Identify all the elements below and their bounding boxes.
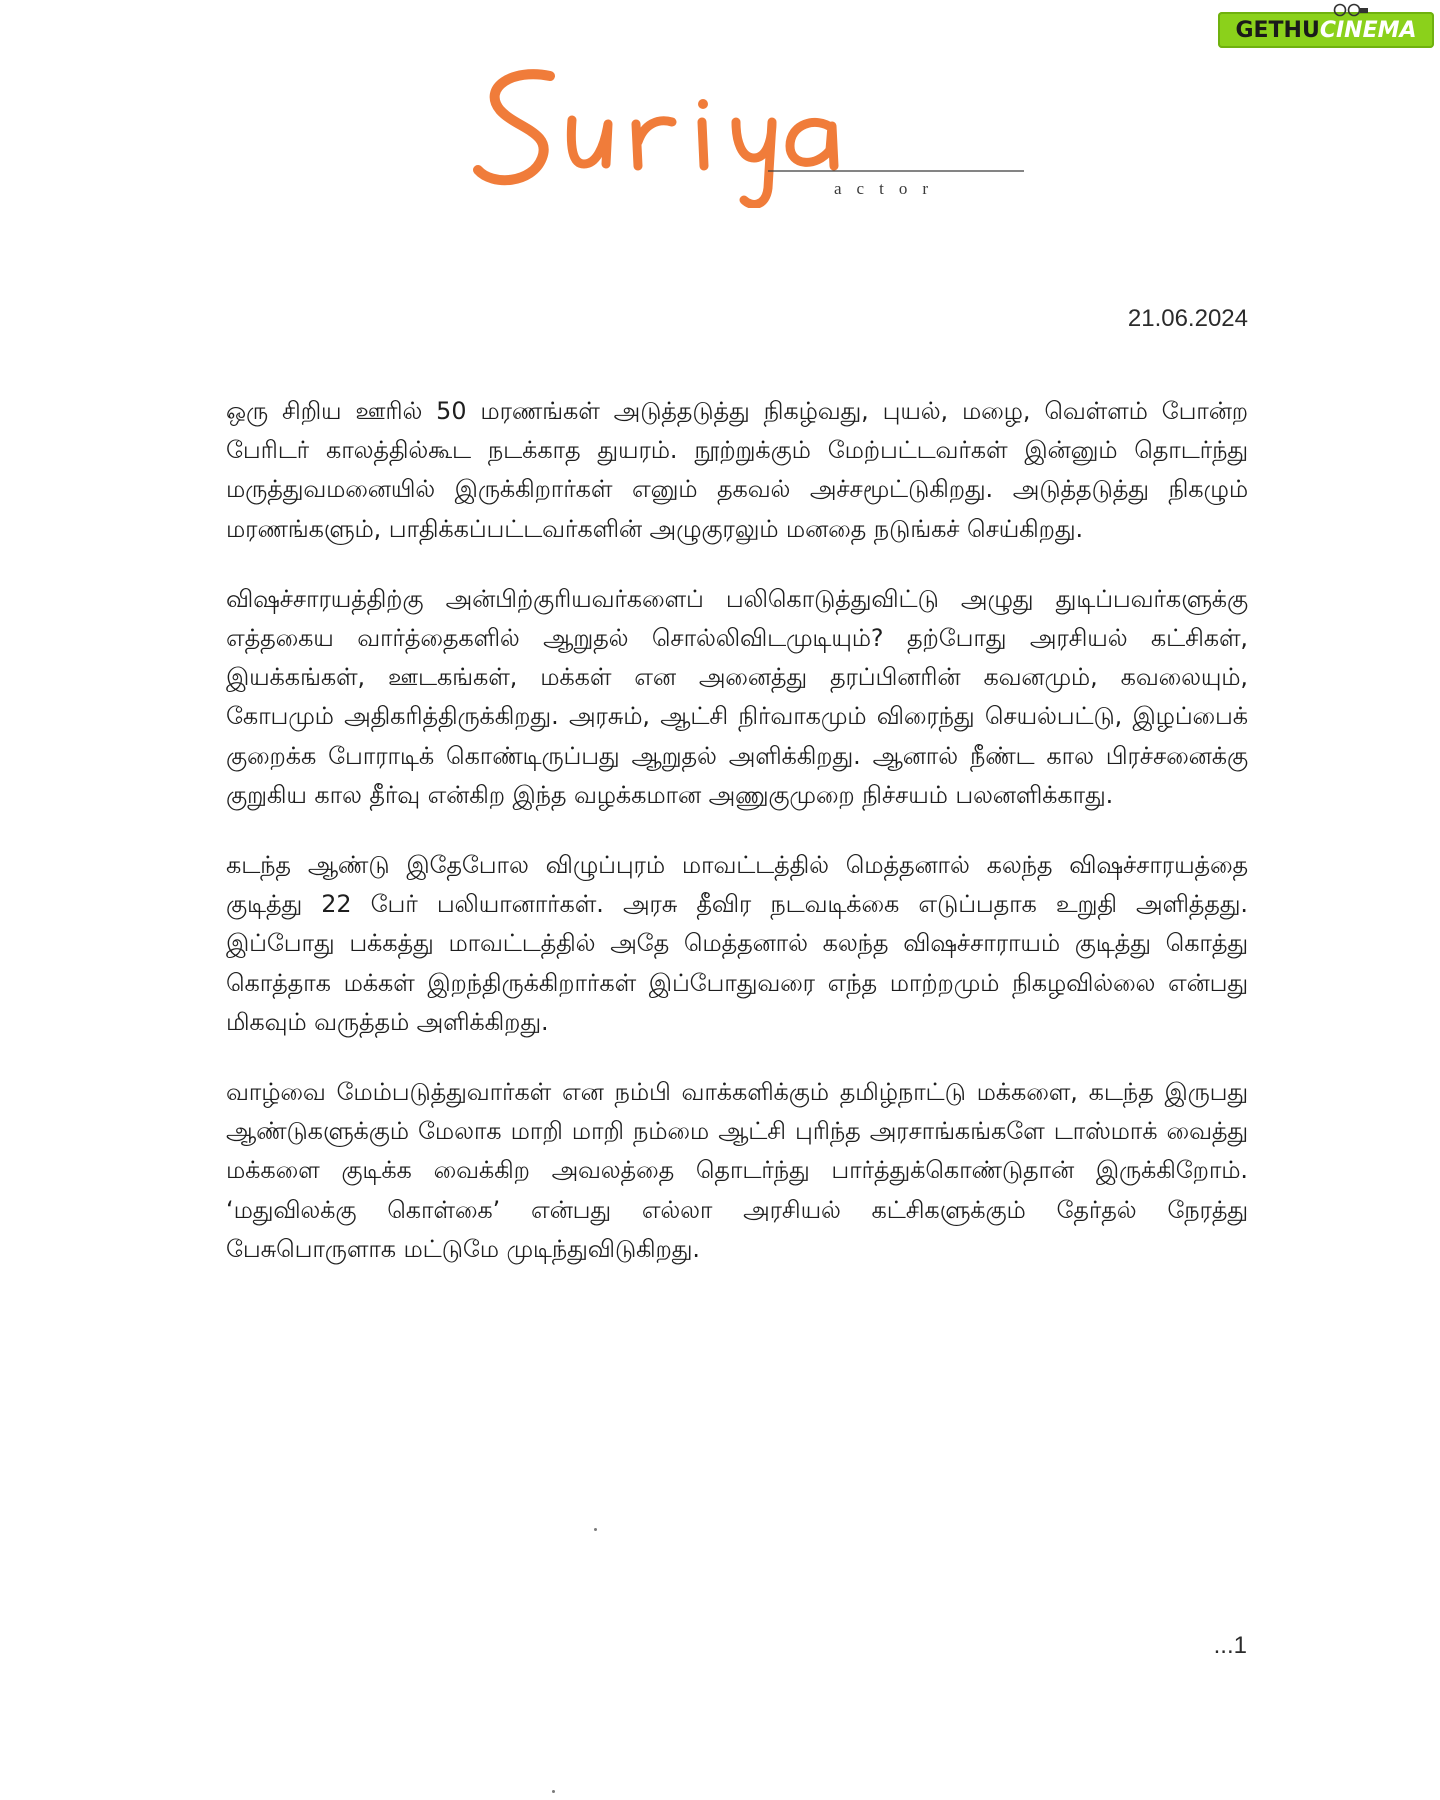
film-camera-icon — [1330, 3, 1370, 17]
paragraph-3: கடந்த ஆண்டு இதேபோல விழுப்புரம் மாவட்டத்தில் மெத்தனால் கலந்த விஷச்சாரயத்தை குடித்து 22 பேர் பலியானார்கள். அரசு தீவிர நடவடிக்கை எடுப்பதாக உறுதி அளித்தது. இப்போது பக்கத்து மாவட்டத்தில் அதே மெத்தனால் கலந்த விஷச்சாராயம் குடித்து கொத்து கொத்தாக மக்கள் இறந்திருக்கிறார்கள் இப்போதுவரை எந்த மாற்றமும் நிகழவில்லை என்பது மிகவும் வருத்தம் அளிக்கிறது. — [226, 851, 1248, 1036]
scan-speck — [552, 1790, 555, 1793]
paragraph-4: வாழ்வை மேம்படுத்துவார்கள் என நம்பி வாக்களிக்கும் தமிழ்நாட்டு மக்களை, கடந்த இருபது ஆண்டுகளுக்கும் மேலாக மாறி மாறி நம்மை ஆட்சி புரிந்த அரசாங்கங்களே டாஸ்மாக் வைத்து மக்களை குடிக்க வைக்கிற அவலத்தை தொடர்ந்து பார்த்துக்கொண்டுதான் இருக்கிறோம். ‘மதுவிலக்கு கொள்கை’ என்பது எல்லா அரசியல் கட்சிகளுக்கும் தேர்தல் நேரத்து பேசுபொருளாக மட்டுமே முடிந்துவிடுகிறது. — [226, 1078, 1248, 1263]
watermark-badge — [1218, 12, 1434, 48]
scan-speck — [594, 1528, 597, 1531]
paragraph-1: ஒரு சிறிய ஊரில் 50 மரணங்கள் அடுத்தடுத்து நிகழ்வது, புயல், மழை, வெள்ளம் போன்ற பேரிடர் காலத்தில்கூட நடக்காத துயரம். நூற்றுக்கும் மேற்பட்டவர்கள் இன்னும் தொடர்ந்து மருத்துவமனையில் இருக்கிறார்கள் எனும் தகவல் அச்சமூட்டுகிறது. அடுத்தடுத்து நிகழும் மரணங்களும், பாதிக்கப்பட்டவர்களின் அழுகுரலும் மனதை நடுங்கச் செய்கிறது. — [226, 397, 1248, 543]
letter-date: 21.06.2024 — [1127, 305, 1248, 332]
watermark-text-left: GETHU — [1235, 17, 1320, 43]
suriya-actor-logo — [472, 58, 1032, 208]
paragraph-2: விஷச்சாரயத்திற்கு அன்பிற்குரியவர்களைப் பலிகொடுத்துவிட்டு அழுது துடிப்பவர்களுக்கு எத்தகைய வார்த்தைகளில் ஆறுதல் சொல்லிவிடமுடியும்? தற்போது அரசியல் கட்சிகள், இயக்கங்கள், ஊடகங்கள், மக்கள் என அனைத்து தரப்பினரின் கவனமும், கவலையும், கோபமும் அதிகரித்திருக்கிறது. அரசும், ஆட்சி நிர்வாகமும் விரைந்து செயல்பட்டு, இழப்பைக் குறைக்க போராடிக் கொண்டிருப்பது ஆறுதல் அளிக்கிறது. ஆனால் நீண்ட கால பிரச்சனைக்கு குறுகிய கால தீர்வு என்கிற இந்த வழக்கமான அணுகுமுறை நிச்சயம் பலனளிக்காது. — [226, 584, 1248, 809]
suriya-logo-graphic — [472, 58, 1032, 208]
letter-body — [226, 392, 1248, 1300]
page-indicator: ...1 — [1213, 1632, 1247, 1659]
watermark-text-right: CINEMA — [1319, 17, 1417, 43]
logo-subtitle: actor — [834, 179, 943, 198]
